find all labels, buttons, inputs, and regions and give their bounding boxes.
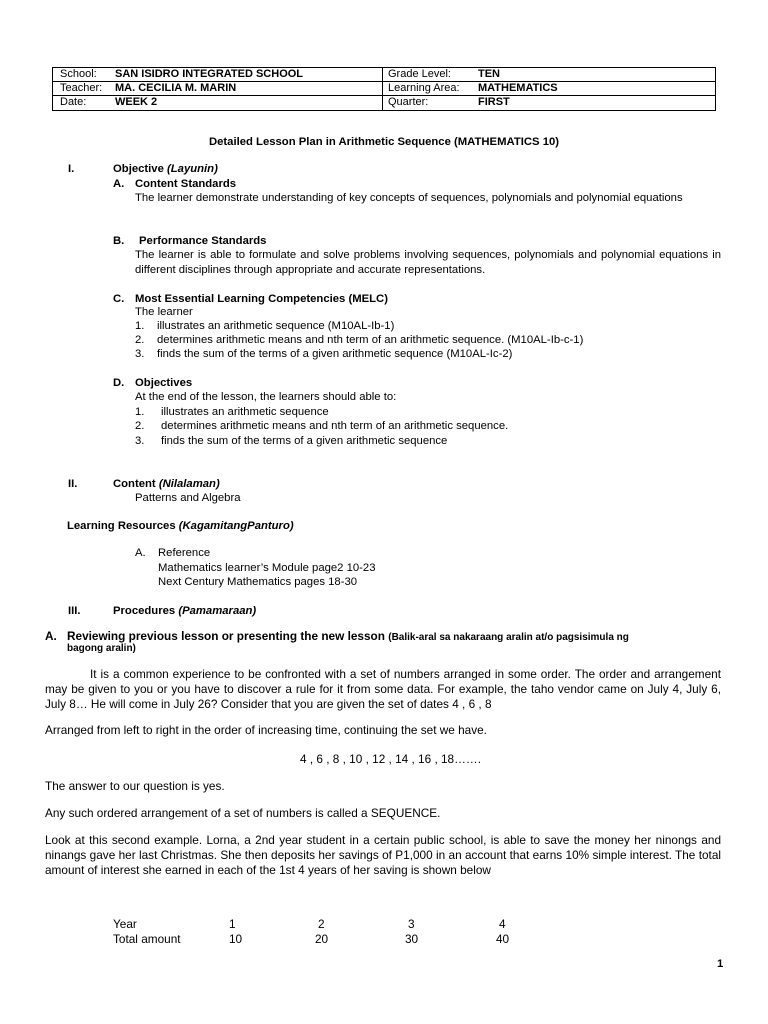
- resources-heading: [67, 519, 294, 534]
- heading-text: Learning Resources: [67, 520, 176, 532]
- heading-translation: (Pamamaraan): [178, 605, 257, 617]
- melc-intro: The learner: [135, 306, 193, 318]
- list-number: 1.: [135, 320, 145, 332]
- school-label: School:: [60, 68, 97, 80]
- teacher-label: Teacher:: [60, 82, 103, 94]
- list-text: determines arithmetic means and nth term of an arithmetic sequence. (M10AL-Ib-c-1): [157, 334, 584, 346]
- subsection-letter: D.: [113, 377, 125, 389]
- date-label: Date:: [60, 96, 87, 108]
- paragraph: The answer to our question is yes.: [45, 779, 225, 793]
- reference-letter: A.: [135, 547, 146, 559]
- list-number: 2.: [135, 334, 145, 346]
- subsection-heading: Content Standards: [135, 178, 237, 190]
- list-item: [135, 333, 583, 348]
- objectives-intro: At the end of the lesson, the learners should able to:: [135, 391, 397, 403]
- heading-translation-cont: bagong aralin): [67, 643, 136, 654]
- page-number: 1: [717, 958, 724, 970]
- section-number: II.: [68, 478, 78, 490]
- subsection-letter: C.: [113, 293, 125, 305]
- heading-text: Objective: [113, 163, 164, 175]
- heading-text: Content: [113, 478, 156, 490]
- procedure-letter: A.: [45, 629, 57, 643]
- date-value: WEEK 2: [115, 96, 158, 108]
- section-number: I.: [68, 163, 75, 175]
- table-cell: 20: [315, 932, 329, 946]
- list-item: [135, 319, 394, 334]
- list-text: illustrates an arithmetic sequence (M10AL-Ib-1): [157, 320, 395, 332]
- heading-translation: (Layunin): [167, 163, 218, 175]
- list-number: 2.: [135, 420, 145, 432]
- heading-text: Reviewing previous lesson or presenting the new lesson: [67, 629, 385, 643]
- heading-text: Procedures: [113, 605, 176, 617]
- heading-translation: (Balik-aral sa nakaraang aralin at/o pagsisimula ng: [388, 632, 629, 643]
- table-cell: 10: [229, 932, 243, 946]
- paragraph: Any such ordered arrangement of a set of numbers is called a SEQUENCE.: [45, 806, 441, 820]
- table-cell: 4: [499, 917, 506, 931]
- table-cell: 1: [229, 917, 236, 931]
- list-item: [135, 405, 329, 420]
- subsection-letter: A.: [113, 178, 125, 190]
- table-cell: 3: [408, 917, 415, 931]
- section-heading: [113, 162, 218, 177]
- quarter-label: Quarter:: [388, 96, 429, 108]
- subsection-heading: Objectives: [135, 377, 193, 389]
- paragraph: Arranged from left to right in the order of increasing time, continuing the set we have.: [45, 723, 487, 737]
- table-row-label: Total amount: [113, 932, 181, 946]
- list-item: [135, 347, 512, 362]
- table-divider: [382, 68, 383, 110]
- teacher-value: MA. CECILIA M. MARIN: [115, 82, 237, 94]
- reference-line: Mathematics learner’s Module page2 10-23: [158, 562, 376, 574]
- section-number: III.: [68, 605, 81, 617]
- list-text: illustrates an arithmetic sequence: [161, 406, 329, 418]
- list-item: [135, 434, 447, 449]
- reference-label: Reference: [158, 547, 211, 559]
- list-number: 1.: [135, 406, 145, 418]
- paragraph: Look at this second example. Lorna, a 2nd year student in a certain public school, is able to save the money her ninongs and ninangs gave her last Christmas. She then deposits her savings of P1,000 in an account that earns 10% simple interest. The total amount of interest she earned in each of the 1st 4 years of her saving is shown below: [45, 833, 721, 877]
- list-number: 3.: [135, 348, 145, 360]
- grade-value: TEN: [478, 68, 500, 80]
- table-cell: 30: [405, 932, 419, 946]
- area-label: Learning Area:: [388, 82, 460, 94]
- section-heading: [113, 477, 220, 492]
- school-value: SAN ISIDRO INTEGRATED SCHOOL: [115, 68, 304, 80]
- procedure-heading: [67, 629, 629, 645]
- content-text: Patterns and Algebra: [135, 492, 241, 504]
- heading-translation: (Nilalaman): [158, 478, 220, 490]
- list-text: finds the sum of the terms of a given arithmetic sequence (M10AL-Ic-2): [157, 348, 513, 360]
- grade-label: Grade Level:: [388, 68, 451, 80]
- subsection-letter: B.: [113, 235, 125, 247]
- document-title: Detailed Lesson Plan in Arithmetic Sequence (MATHEMATICS 10): [208, 136, 560, 148]
- header-table: [52, 67, 716, 111]
- heading-translation: (KagamitangPanturo): [178, 520, 294, 532]
- sequence-example: 4 , 6 , 8 , 10 , 12 , 14 , 16 , 18…….: [300, 752, 481, 766]
- list-text: finds the sum of the terms of a given arithmetic sequence: [161, 435, 448, 447]
- section-heading: [113, 604, 256, 619]
- area-value: MATHEMATICS: [478, 82, 558, 94]
- table-cell: 2: [318, 917, 325, 931]
- list-item: [135, 419, 508, 434]
- content-standards-text: The learner demonstrate understanding of key concepts of sequences, polynomials and polynomial equations: [135, 192, 683, 204]
- subsection-heading: Performance Standards: [139, 235, 267, 247]
- reference-line: Next Century Mathematics pages 18-30: [158, 576, 358, 588]
- table-cell: 40: [496, 932, 510, 946]
- performance-standards-text: The learner is able to formulate and solve problems involving sequences, polynomials and polynomial equations in different disciplines through appropriate and accurate representations.: [135, 249, 721, 276]
- paragraph: It is a common experience to be confronted with a set of numbers arranged in some order. The order and arrangement may be given to you or you have to discover a rule for it from some data. For example, the taho vendor came on July 4, July 6, July 8… He will come in July 26? Consider that you are given the set of dates 4 , 6 , 8: [45, 667, 721, 711]
- list-number: 3.: [135, 435, 145, 447]
- subsection-heading: Most Essential Learning Competencies (MELC): [135, 293, 388, 305]
- quarter-value: FIRST: [478, 96, 510, 108]
- table-row-label: Year: [113, 917, 137, 931]
- list-text: determines arithmetic means and nth term of an arithmetic sequence.: [161, 420, 509, 432]
